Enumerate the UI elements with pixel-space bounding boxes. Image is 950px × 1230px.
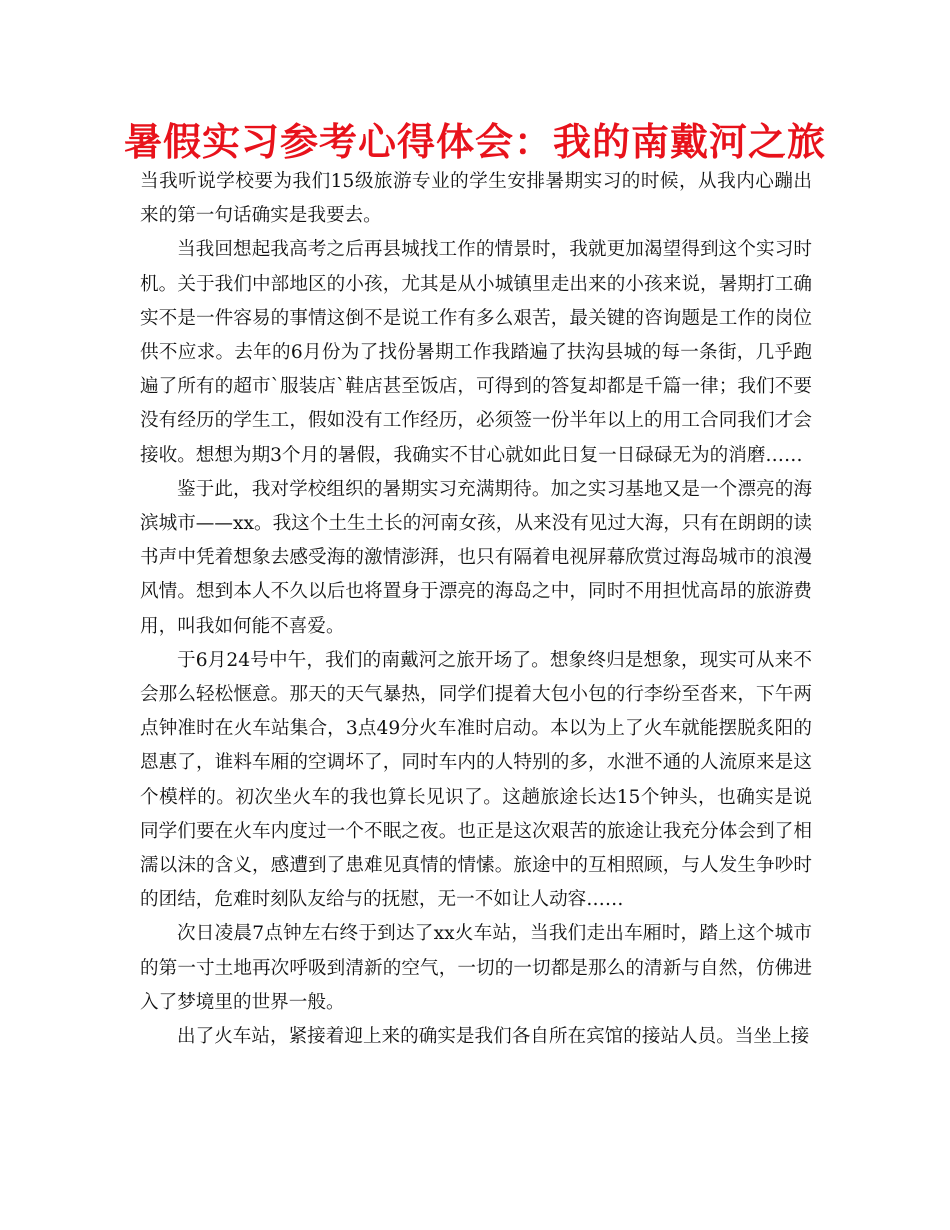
document-body bbox=[140, 165, 812, 1054]
paragraph: 当我听说学校要为我们15级旅游专业的学生安排暑期实习的时候，从我内心蹦出来的第一句话确实是我要去。 bbox=[140, 171, 812, 227]
paragraph: 鉴于此，我对学校组织的暑期实习充满期待。加之实习基地又是一个漂亮的海滨城市——xx。我这个土生土长的河南女孩，从来没有见过大海，只有在朗朗的读书声中凭着想象去感受海的激情澎湃，也只有隔着电视屏幕欣赏过海岛城市的浪漫风情。想到本人不久以后也将置身于漂亮的海岛之中，同时不用担忧高昂的旅游费用，叫我如何能不喜爱。 bbox=[140, 478, 812, 637]
paragraph: 当我回想起我高考之后再县城找工作的情景时，我就更加渴望得到这个实习时机。关于我们中部地区的小孩，尤其是从小城镇里走出来的小孩来说，暑期打工确实不是一件容易的事情这倒不是说工作有多么艰苦，最关键的咨询题是工作的岗位供不应求。去年的6月份为了找份暑期工作我踏遍了扶沟县城的每一条街，几乎跑遍了所有的超市`服装店`鞋店甚至饭店，可得到的答复却都是千篇一律；我们不要没有经历的学生工，假如没有工作经历，必须签一份半年以上的用工合同我们才会接收。想想为期3个月的暑假，我确实不甘心就如此日复一日碌碌无为的消磨…… bbox=[140, 239, 812, 466]
paragraph: 次日凌晨7点钟左右终于到达了xx火车站，当我们走出车厢时，踏上这个城市的第一寸土地再次呼吸到清新的空气，一切的一切都是那么的清新与自然，仿佛进入了梦境里的世界一般。 bbox=[140, 923, 812, 1013]
paragraph: 出了火车站，紧接着迎上来的确实是我们各自所在宾馆的接站人员。当坐上接 bbox=[177, 1026, 810, 1048]
document-title: 暑假实习参考心得体会：我的南戴河之旅 bbox=[123, 120, 826, 164]
paragraph: 于6月24号中午，我们的南戴河之旅开场了。想象终归是想象，现实可从来不会那么轻松惬意。那天的天气暴热，同学们提着大包小包的行李纷至沓来，下午两点钟准时在火车站集合，3点49分火车准时启动。本以为上了火车就能摆脱炙阳的恩惠了，谁料车厢的空调坏了，同时车内的人特别的多，水泄不通的人流原来是这个模样的。初次坐火车的我也算长见识了。这趟旅途长达15个钟头，也确实是说同学们要在火车内度过一个不眠之夜。也正是这次艰苦的旅途让我充分体会到了相濡以沫的含义，感遭到了患难见真情的情愫。旅途中的互相照顾，与人发生争吵时的团结，危难时刻队友给与的抚慰，无一不如让人动容…… bbox=[140, 649, 812, 911]
